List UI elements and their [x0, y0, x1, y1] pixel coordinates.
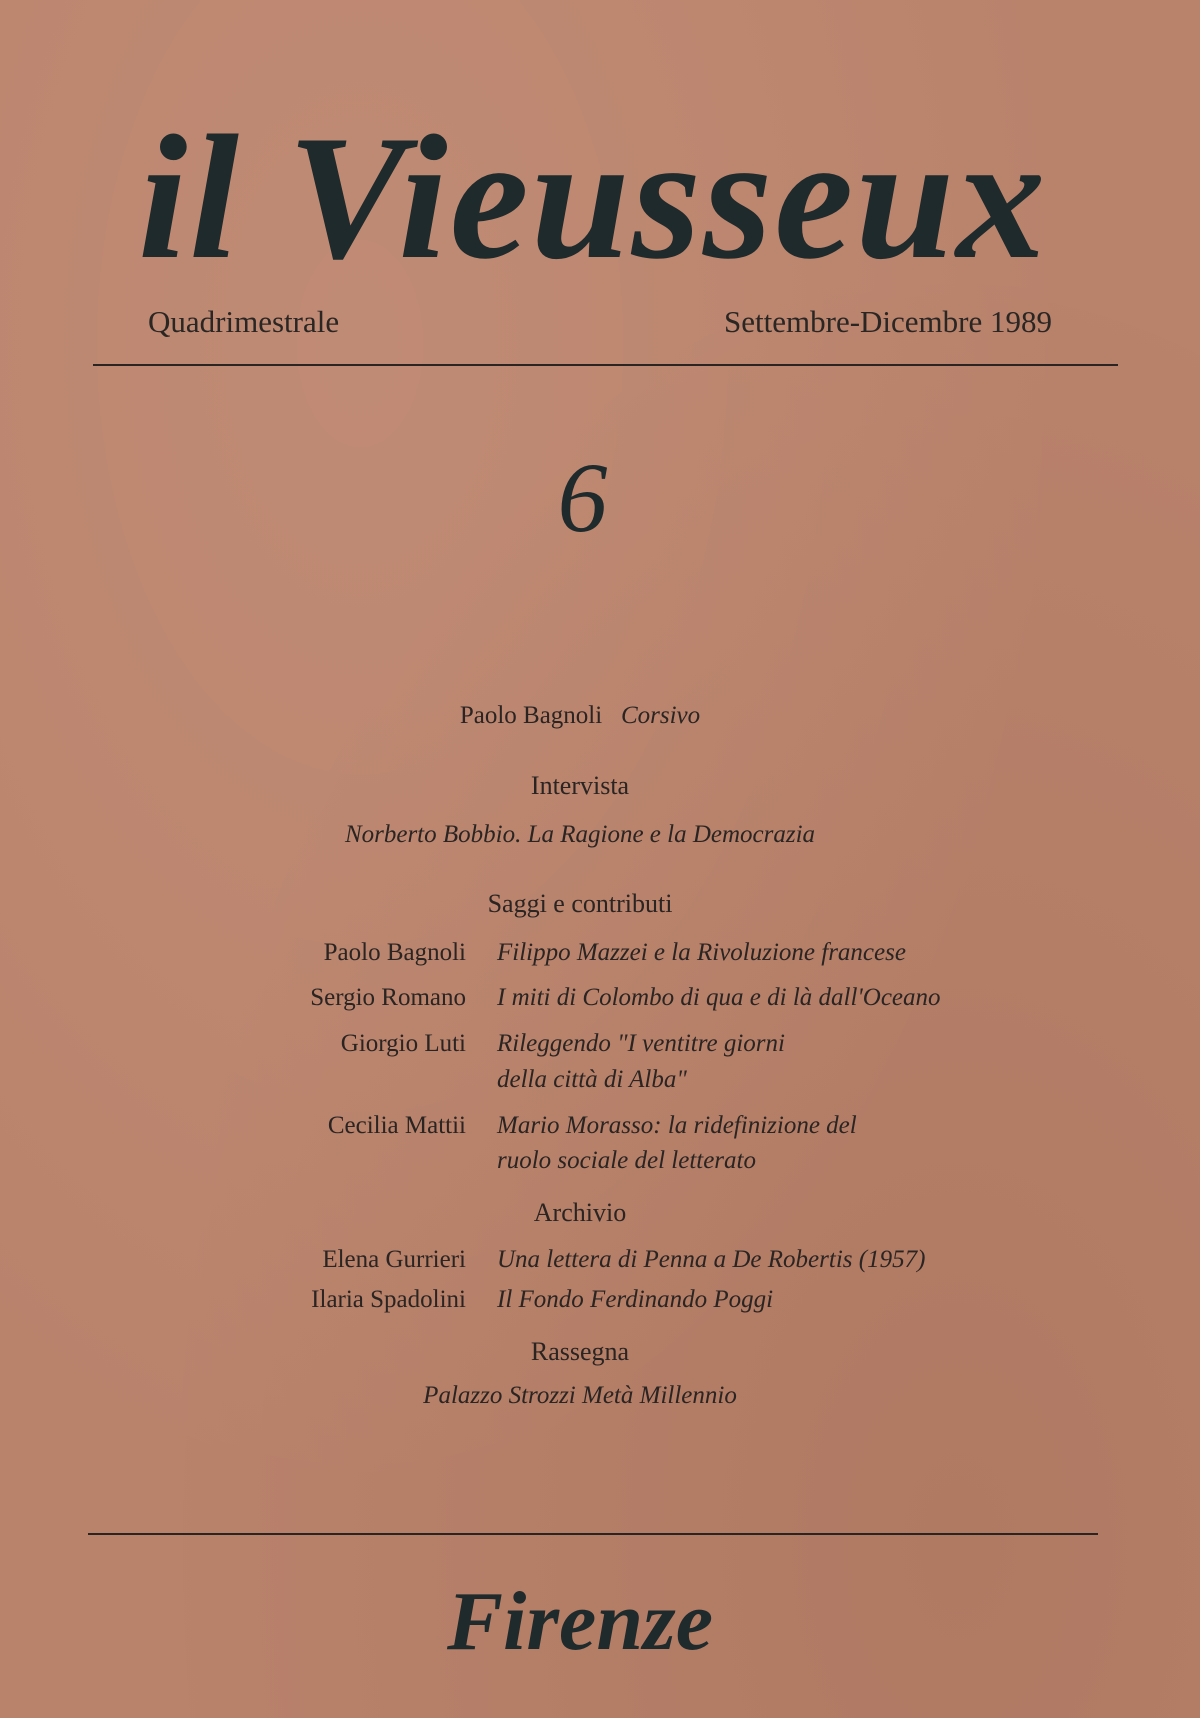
entry-title: Corsivo [620, 702, 701, 729]
entry-title-continued: ruolo sociale del letterato [497, 1147, 756, 1174]
section-heading-intervista: Intervista [530, 771, 630, 800]
section-heading-saggi: Saggi e contributi [487, 889, 673, 918]
entry-title: Rileggendo "I ventitre giorni [497, 1030, 785, 1057]
issue-date: Settembre-Dicembre 1989 [724, 304, 1052, 339]
entry-title: Una lettera di Penna a De Robertis (1957) [497, 1246, 926, 1273]
entry-title: Norberto Bobbio. La Ragione e la Democrazia [344, 821, 816, 848]
bottom-divider [88, 1533, 1098, 1535]
section-heading-archivio: Archivio [533, 1198, 627, 1227]
entry-title: Palazzo Strozzi Metà Millennio [423, 1382, 737, 1409]
publication-city: Firenze [446, 1575, 714, 1668]
magazine-title: il Vieusseux [138, 98, 1048, 296]
entry-author: Ilaria Spadolini [311, 1286, 466, 1313]
entry-title: Mario Morasso: la ridefinizione del [497, 1112, 857, 1139]
issue-number: 6 [557, 442, 608, 553]
entry-author: Sergio Romano [310, 984, 466, 1011]
entry-author: Giorgio Luti [340, 1030, 466, 1057]
frequency-label: Quadrimestrale [148, 304, 340, 339]
section-heading-rassegna: Rassegna [530, 1337, 630, 1366]
entry-title: I miti di Colombo di qua e di là dall'Oceano [497, 984, 941, 1011]
entry-title: Il Fondo Ferdinando Poggi [497, 1286, 774, 1313]
top-divider [93, 364, 1118, 366]
opening-entry [0, 703, 1160, 728]
entry-author: Cecilia Mattii [327, 1112, 466, 1139]
entry-title: Filippo Mazzei e la Rivoluzione francese [497, 939, 906, 966]
entry-title-continued: della città di Alba" [497, 1066, 687, 1093]
entry-author: Paolo Bagnoli [459, 702, 603, 729]
entry-author: Elena Gurrieri [322, 1246, 466, 1273]
entry-author: Paolo Bagnoli [323, 939, 466, 966]
